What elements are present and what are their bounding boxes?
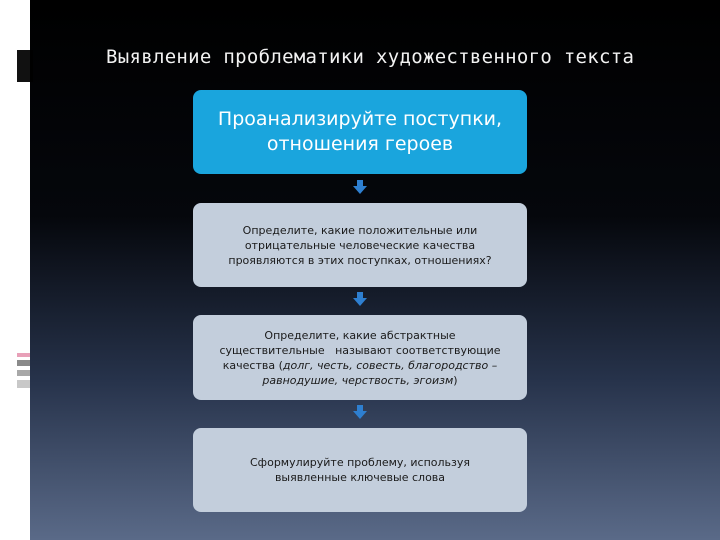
step-box-formulate xyxy=(193,428,527,512)
step-box-qualities xyxy=(193,203,527,287)
accent-bar-gray-1 xyxy=(17,360,30,366)
accent-bar-white-thin xyxy=(30,50,33,82)
step-text-line: проявляются в этих поступках, отношениях? xyxy=(228,253,492,267)
step-text-line: существительные называют соответствующие xyxy=(219,343,501,357)
step-text-line: выявленные ключевые слова xyxy=(274,471,446,484)
step-box-analyze xyxy=(193,90,527,174)
down-arrow-icon xyxy=(353,292,367,306)
slide-title: Выявление проблематики художественного текста xyxy=(106,46,635,68)
step-text-italic: равнодушие, черствость, эгоизм xyxy=(262,373,454,387)
step-text-fragment: ) xyxy=(453,373,458,387)
step-text-line: отрицательные человеческие качества xyxy=(244,238,476,252)
accent-bar-black xyxy=(17,50,30,82)
step-text-line: Проанализируйте поступки, xyxy=(217,108,503,130)
accent-bar-gray-2 xyxy=(17,370,30,376)
step-box-nouns xyxy=(193,315,527,400)
accent-bar-pink xyxy=(17,353,30,357)
step-text-line: Сформулируйте проблему, используя xyxy=(250,456,470,469)
step-text-fragment: качества ( xyxy=(222,358,283,372)
step-text-line: Определите, какие положительные или xyxy=(242,223,478,237)
accent-bar-gray-3 xyxy=(17,380,30,388)
step-text-italic: долг, честь, совесть, благородство – xyxy=(282,358,498,372)
down-arrow-icon xyxy=(353,180,367,194)
step-text-line: Определите, какие абстрактные xyxy=(264,328,456,342)
step-text-line: отношения героев xyxy=(266,133,454,155)
down-arrow-icon xyxy=(353,405,367,419)
